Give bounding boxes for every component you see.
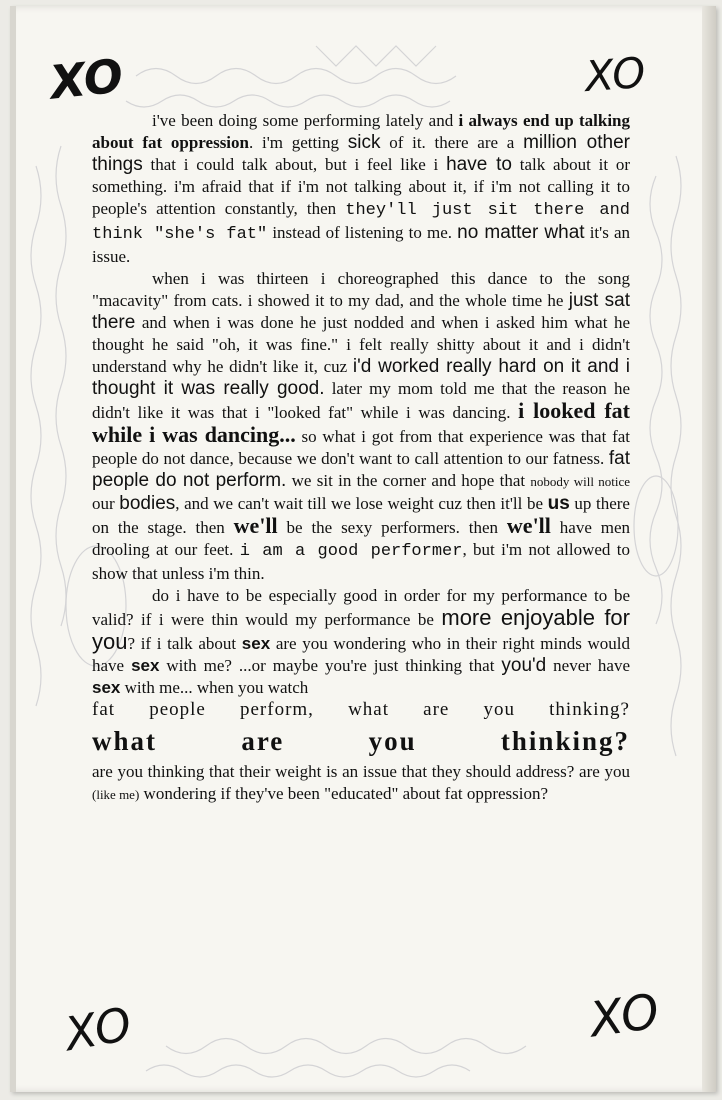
xo-mark-bottom-right: XO [586,983,663,1049]
text-run: are you wondering who in their right minds would have [92,634,631,675]
text-run: instead of listening to me. [267,223,458,242]
xo-mark-top-left: XO [47,48,126,110]
text-run: wondering if they've been "educated" about fat oppression? [139,784,549,803]
word: perform, [239,699,314,720]
emphasis-text: bodies [119,493,176,514]
emphasis-text: sick [347,132,381,153]
emphasis-text: more enjoyable for you [92,605,630,654]
xo-mark-bottom-left: XO [60,996,136,1062]
text-run: , and we can't wait till we lose weight cuz then it'll be [175,494,548,513]
text-run: it's an issue. [92,223,631,266]
word: are [423,699,450,720]
text-run: do i have to be especially good in order for my performance to be valid? if i were thin would my performance be [92,586,630,629]
emphasis-text: we'll [506,513,551,538]
text-run: . i'm getting [249,133,348,152]
text-run: ? if i talk about [127,634,242,653]
word: thinking? [500,726,630,756]
text-run: and when i was done he just nodded and when i asked him what he thought he said "oh, it was fine." i felt really shitty about it and i didn't understand why he didn't like it, cuz [92,313,630,376]
paragraph-2 [92,268,630,585]
word: you [483,699,515,720]
text-run: are you thinking that their weight is an issue that they should address? are you [92,762,630,781]
emphasis-text: i always end up talking about fat oppression [92,111,630,152]
text-run: , but i'm not allowed to show that unless i'm thin. [92,540,631,583]
emphasis-text: you'd [501,655,547,676]
emphasis-text: sex [92,678,121,697]
word: people [149,699,206,720]
paragraph-1 [92,110,630,268]
emphasis-text: i'd worked really hard on it and i thought it was really good. [92,356,630,399]
text-run: later my mom told me that the reason he didn't like it was that i "looked fat" while i was dancing. [92,379,630,422]
emphasis-text: they'll just sit there and think "she's fat" [92,201,630,244]
text-run: our [92,494,120,513]
word: thinking? [549,699,630,720]
emphasis-text: us [547,493,570,514]
word: what [92,726,158,756]
paragraph-3 [92,585,630,699]
emphasis-text: i looked fat while i was dancing... [92,398,630,447]
emphasis-text: just sat there [92,290,630,333]
small-text: nobody will notice [530,474,630,489]
text-run: we sit in the corner and hope that [286,471,531,490]
text-run: be the sexy performers. then [277,518,507,537]
xo-mark-top-right: XO [583,47,647,102]
body-text [92,110,630,806]
what-are-you-thinking-heading [92,723,630,759]
emphasis-text: have to [446,154,512,175]
emphasis-text: fat people do not perform. [92,448,630,491]
text-run: with me? ...or maybe you're just thinking that [159,656,502,675]
text-run: have men drooling at our feet. [92,518,631,559]
text-run: talk about it or something. i'm afraid that if i'm not talking about it, if i'm not calling it to people's attention constantly, then [92,155,630,218]
text-run: so what i got from that experience was that fat people do not dance, because we don't want to call attention to our fatness. [92,427,630,468]
text-run: i've been doing some performing lately and [152,111,459,130]
word: fat [92,699,116,720]
emphasis-text: sex [241,634,271,653]
text-run: that i could talk about, but i feel like i [142,155,447,174]
emphasis-text: million other things [92,132,630,175]
text-run: never have [546,656,630,675]
text-run: up there on the stage. then [92,494,630,537]
emphasis-text: i am a good performer [239,542,463,561]
text-run: of it. there are a [380,133,524,152]
emphasis-text: sex [131,656,160,675]
page-edge [702,6,716,1092]
emphasis-text: no matter what [457,222,585,243]
fat-people-line [92,699,630,721]
small-text: (like me) [92,787,140,802]
paragraph-4 [92,761,630,806]
word: are [241,726,285,756]
word: what [348,699,390,720]
emphasis-text: we'll [233,513,278,538]
text-run: when i was thirteen i choreographed this dance to the song "macavity" from cats. i showed it to my dad, and the whole time he [92,269,630,310]
text-run: with me... when you watch [120,678,309,697]
word: you [368,726,417,756]
